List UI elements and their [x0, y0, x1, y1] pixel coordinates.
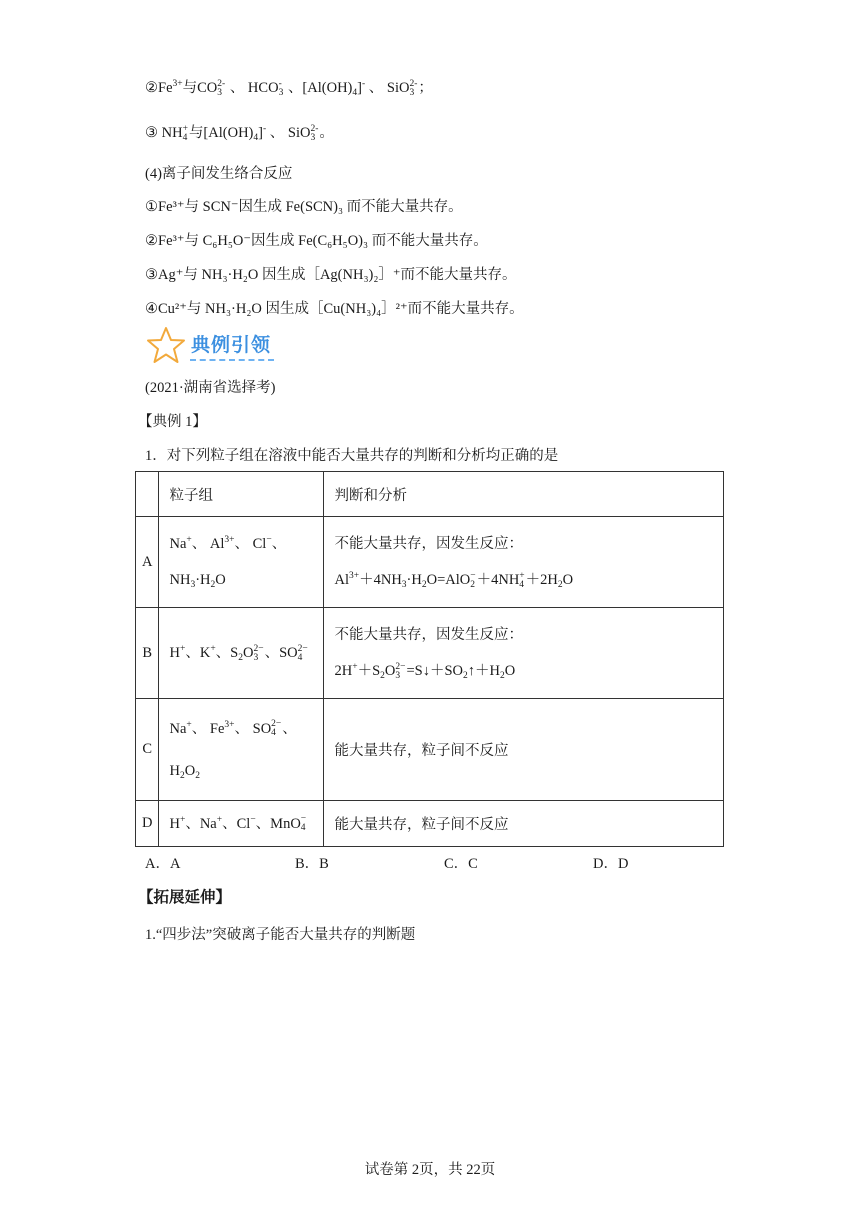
analysis-cell: 能大量共存，粒子间不反应 [324, 699, 724, 801]
table-row-c [136, 699, 724, 801]
particle-group-cell: Na+、 $Fe^{3+}$、 SO 2− 4 、 $H_2O_2$ [159, 699, 324, 801]
row-label: C [136, 699, 159, 801]
analysis-cell: 能大量共存，粒子间不反应 [324, 801, 724, 847]
header-cell-analysis: 判断和分析 [324, 472, 724, 517]
section-title-extension: 【拓展延伸】 [138, 889, 232, 906]
text-line-complex-4: ④Cu²⁺与 NH₃·H₂O 因生成［Cu(NH₃)₄］²⁺而不能大量共存。 [145, 301, 524, 317]
particle-group-cell: Na+、 $Al^{3+}$、 Cl−、 $NH_3\cdot H_2O$ [159, 517, 324, 608]
badge-underline [190, 359, 274, 361]
example-label: 【典例 1】 [138, 414, 207, 430]
table-row-a [136, 517, 724, 608]
analysis-cell: 不能大量共存，因发生反应： $Al^{3+}+4NH_3\cdot H_2O=AlO$ − 2 ＋4NH + 4 $+2H_2O$ [324, 517, 724, 608]
text-line-nh4-with-anions: ③ NH + 4 与$[Al(OH)_4]^-$ 、 SiO 2- 3 。 [145, 123, 334, 143]
text-line-complex-1: ①Fe³⁺与 SCN⁻因生成 Fe(SCN)₃ 而不能大量共存。 [145, 199, 463, 215]
table-row-d [136, 801, 724, 847]
row-label: D [136, 801, 159, 847]
option-c[interactable]: C．C [444, 856, 478, 872]
text-line-fe3-with-anions: $②Fe^{3+}$与CO 2- 3 、 HCO - 3 、$[Al(OH)_4]^-$ 、 SiO 2- 3 ； [145, 78, 433, 98]
row-label: B [136, 608, 159, 699]
table-header-row [136, 472, 724, 517]
particle-group-cell: H+、K+、$S_2O$ 2− 3 、SO 2− 4 [159, 608, 324, 699]
star-icon [146, 326, 186, 369]
header-cell-empty [136, 472, 159, 517]
source-note: (2021·湖南省选择考) [145, 380, 276, 396]
page-footer: 试卷第 2页，共 22页 [364, 1162, 496, 1178]
table-row-b [136, 608, 724, 699]
option-b[interactable]: B．B [295, 856, 329, 872]
analysis-cell: 不能大量共存，因发生反应： $2H^++S_2O$ 2− 3 $=S↓+SO_2↑+H_2O$ [324, 608, 724, 699]
text-line-complex-3: ③Ag⁺与 NH₃·H₂O 因生成［Ag(NH₃)₂］⁺而不能大量共存。 [145, 267, 517, 283]
row-label: A [136, 517, 159, 608]
subheading-complex-reaction: (4)离子间发生络合反应 [145, 166, 293, 182]
option-d[interactable]: D．D [593, 856, 629, 872]
option-a[interactable]: A．A [145, 856, 181, 872]
extension-item-1: 1.“四步法”突破离子能否大量共存的判断题 [145, 927, 416, 943]
particle-group-cell: H+、Na+、Cl−、MnO − 4 [159, 801, 324, 847]
header-cell-particles: 粒子组 [159, 472, 324, 517]
question-table [135, 471, 724, 847]
example-lead-badge: 典例引领 [191, 334, 272, 356]
text-line-complex-2: ②Fe³⁺与 C₆H₅O⁻因生成 Fe(C₆H₅O)₃ 而不能大量共存。 [145, 233, 488, 249]
question-stem: 1．对下列粒子组在溶液中能否大量共存的判断和分析均正确的是 [145, 448, 559, 464]
